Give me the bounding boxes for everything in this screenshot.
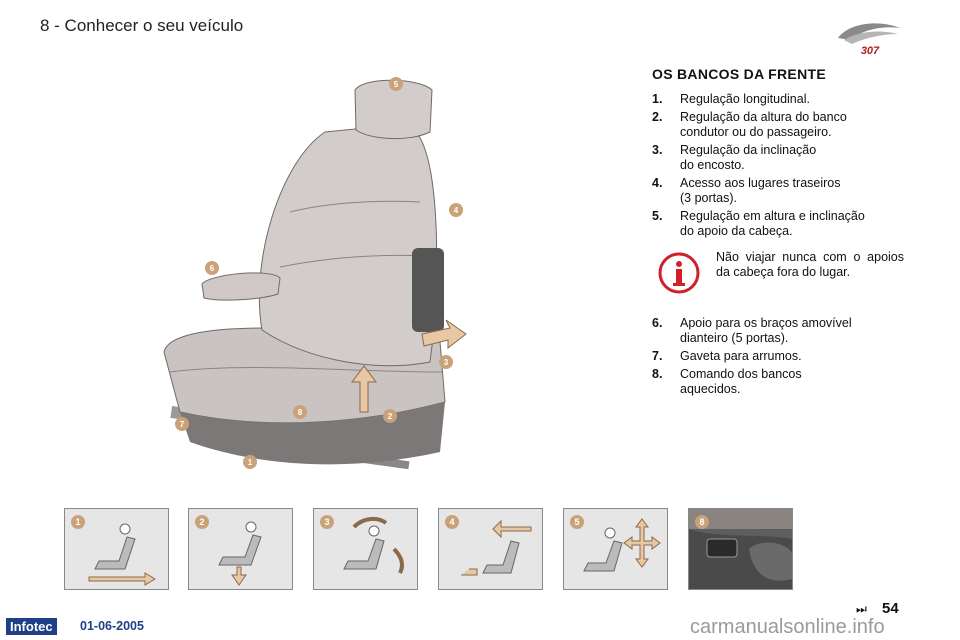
- svg-text:2: 2: [387, 412, 393, 421]
- footer-brand: Infotec: [6, 618, 57, 635]
- info-icon: [658, 252, 700, 294]
- callout-6: [205, 261, 219, 275]
- svg-text:1: 1: [247, 458, 253, 467]
- svg-text:4: 4: [453, 206, 459, 215]
- callout-7: [175, 417, 189, 431]
- thumbnail-2: 2: [188, 508, 293, 590]
- callout-3: [439, 355, 453, 369]
- svg-text:6: 6: [209, 264, 215, 273]
- adjustment-list: [652, 92, 922, 242]
- svg-text:5: 5: [393, 80, 399, 89]
- svg-text:3: 3: [443, 358, 449, 367]
- svg-text:8: 8: [297, 408, 303, 417]
- watermark: carmanualsonline.info: [690, 616, 885, 638]
- callout-1: [243, 455, 257, 469]
- page-header: 8 - Conhecer o seu veículo: [40, 16, 244, 35]
- list-item: 8. Comando dos bancos aquecidos.: [652, 367, 802, 396]
- callout-5: [389, 77, 403, 91]
- warning-text: Não viajar nunca com o apoios da cabeça fora do lugar.: [716, 250, 904, 279]
- footer-date: 01-06-2005: [80, 619, 144, 633]
- warning-box: [652, 246, 910, 302]
- feature-list: [652, 316, 922, 400]
- thumbnail-3: 3: [313, 508, 418, 590]
- callout-2: [383, 409, 397, 423]
- seat-illustration: [150, 72, 470, 492]
- peugeot-logo: [830, 18, 910, 58]
- list-item: 5. Regulação em altura e inclinação do apoio da cabeça.: [652, 209, 865, 238]
- list-item: 2. Regulação da altura do banco condutor ou do passageiro.: [652, 110, 847, 139]
- list-item: 4. Acesso aos lugares traseiros (3 portas).: [652, 176, 841, 205]
- svg-text:7: 7: [179, 420, 185, 429]
- list-item: 7. Gaveta para arrumos.: [652, 349, 802, 363]
- page-number: 54: [882, 600, 899, 617]
- list-item: 1. Regulação longitudinal.: [652, 92, 810, 106]
- thumbnail-8: 8: [688, 508, 793, 590]
- callout-4: [449, 203, 463, 217]
- callout-8: [293, 405, 307, 419]
- list-item: 6. Apoio para os braços amovível dianteiro (5 portas).: [652, 316, 852, 345]
- thumbnail-5: 5: [563, 508, 668, 590]
- logo-model: 307: [860, 45, 880, 57]
- next-page-icon: ⏭: [856, 602, 867, 616]
- thumbnail-1: 1: [64, 508, 169, 590]
- section-title: OS BANCOS DA FRENTE: [652, 66, 826, 82]
- list-item: 3. Regulação da inclinação do encosto.: [652, 143, 817, 172]
- thumbnail-4: 4: [438, 508, 543, 590]
